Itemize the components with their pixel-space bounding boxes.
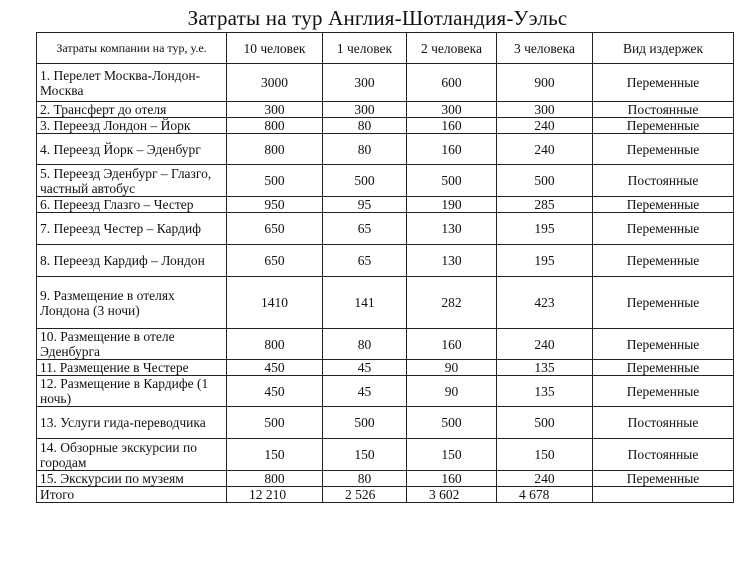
total-row xyxy=(37,487,734,503)
cell-p10: 150 xyxy=(227,439,323,471)
cell-kind: Переменные xyxy=(593,329,734,360)
cell-p10: 450 xyxy=(227,376,323,407)
cell-kind: Переменные xyxy=(593,213,734,245)
cell-p1: 500 xyxy=(323,407,407,439)
cell-kind: Переменные xyxy=(593,471,734,487)
table-row xyxy=(37,102,734,118)
total-p3: 4 678 xyxy=(497,487,593,503)
cell-p10: 800 xyxy=(227,329,323,360)
table-row xyxy=(37,471,734,487)
cell-p3: 500 xyxy=(497,165,593,197)
cell-kind: Переменные xyxy=(593,360,734,376)
cell-name: 8. Переезд Кардиф – Лондон xyxy=(37,245,227,277)
cell-p10: 950 xyxy=(227,197,323,213)
cell-p1: 45 xyxy=(323,360,407,376)
cell-p3: 285 xyxy=(497,197,593,213)
cell-kind: Переменные xyxy=(593,277,734,329)
cell-p10: 500 xyxy=(227,165,323,197)
cell-p2: 600 xyxy=(407,64,497,102)
cell-name: 15. Экскурсии по музеям xyxy=(37,471,227,487)
cell-name: 12. Размещение в Кардифе (1 ночь) xyxy=(37,376,227,407)
cell-p1: 80 xyxy=(323,471,407,487)
total-kind xyxy=(593,487,734,503)
cell-p2: 90 xyxy=(407,376,497,407)
table-row xyxy=(37,360,734,376)
cell-name: 14. Обзорные экскурсии по городам xyxy=(37,439,227,471)
cell-kind: Переменные xyxy=(593,376,734,407)
cell-name: 10. Размещение в отеле Эденбурга xyxy=(37,329,227,360)
cell-name: 4. Переезд Йорк – Эденбург xyxy=(37,134,227,165)
cell-p3: 195 xyxy=(497,245,593,277)
cell-p3: 195 xyxy=(497,213,593,245)
cell-kind: Переменные xyxy=(593,197,734,213)
cell-p2: 500 xyxy=(407,407,497,439)
cell-name: 3. Переезд Лондон – Йорк xyxy=(37,118,227,134)
header-1-person: 1 человек xyxy=(323,33,407,64)
cell-name: 7. Переезд Честер – Кардиф xyxy=(37,213,227,245)
cell-p1: 300 xyxy=(323,64,407,102)
cell-kind: Переменные xyxy=(593,134,734,165)
cell-p3: 300 xyxy=(497,102,593,118)
table-row xyxy=(37,329,734,360)
table-row xyxy=(37,134,734,165)
cell-name: 5. Переезд Эденбург – Глазго, частный автобус xyxy=(37,165,227,197)
cell-p2: 150 xyxy=(407,439,497,471)
cell-kind: Постоянные xyxy=(593,102,734,118)
cell-p3: 135 xyxy=(497,360,593,376)
total-p2: 3 602 xyxy=(407,487,497,503)
cell-p1: 80 xyxy=(323,118,407,134)
cell-p3: 240 xyxy=(497,471,593,487)
cell-p1: 141 xyxy=(323,277,407,329)
cell-p1: 150 xyxy=(323,439,407,471)
cell-p2: 160 xyxy=(407,118,497,134)
cell-p2: 130 xyxy=(407,213,497,245)
cell-p3: 240 xyxy=(497,118,593,134)
table-row xyxy=(37,118,734,134)
cell-name: 2. Трансферт до отеля xyxy=(37,102,227,118)
cell-p1: 300 xyxy=(323,102,407,118)
cell-p3: 500 xyxy=(497,407,593,439)
cell-p1: 500 xyxy=(323,165,407,197)
cell-name: 11. Размещение в Честере xyxy=(37,360,227,376)
cell-p1: 95 xyxy=(323,197,407,213)
header-name: Затраты компании на тур, у.е. xyxy=(37,33,227,64)
cell-p1: 80 xyxy=(323,329,407,360)
cell-p1: 45 xyxy=(323,376,407,407)
cell-p10: 650 xyxy=(227,245,323,277)
cell-kind: Постоянные xyxy=(593,407,734,439)
total-p1: 2 526 xyxy=(323,487,407,503)
header-cost-type: Вид издержек xyxy=(593,33,734,64)
cell-p3: 423 xyxy=(497,277,593,329)
cell-p2: 160 xyxy=(407,471,497,487)
cell-name: 9. Размещение в отелях Лондона (3 ночи) xyxy=(37,277,227,329)
header-3-people: 3 человека xyxy=(497,33,593,64)
table-row xyxy=(37,197,734,213)
header-2-people: 2 человека xyxy=(407,33,497,64)
cell-p10: 800 xyxy=(227,134,323,165)
total-name: Итого xyxy=(37,487,227,503)
cell-p2: 282 xyxy=(407,277,497,329)
cell-p3: 150 xyxy=(497,439,593,471)
cell-p1: 65 xyxy=(323,245,407,277)
cell-p10: 450 xyxy=(227,360,323,376)
table-row xyxy=(37,64,734,102)
table-row xyxy=(37,213,734,245)
cell-kind: Переменные xyxy=(593,64,734,102)
cell-kind: Переменные xyxy=(593,118,734,134)
cell-p1: 80 xyxy=(323,134,407,165)
cell-p2: 190 xyxy=(407,197,497,213)
cell-p10: 500 xyxy=(227,407,323,439)
cell-name: 13. Услуги гида-переводчика xyxy=(37,407,227,439)
table-row xyxy=(37,407,734,439)
cell-p2: 500 xyxy=(407,165,497,197)
cell-p3: 240 xyxy=(497,329,593,360)
cell-p2: 300 xyxy=(407,102,497,118)
cell-p2: 160 xyxy=(407,329,497,360)
cell-p10: 300 xyxy=(227,102,323,118)
cell-p3: 900 xyxy=(497,64,593,102)
cell-kind: Переменные xyxy=(593,245,734,277)
cell-p3: 135 xyxy=(497,376,593,407)
cell-name: 6. Переезд Глазго – Честер xyxy=(37,197,227,213)
cell-p2: 160 xyxy=(407,134,497,165)
table-row xyxy=(37,439,734,471)
table-row xyxy=(37,376,734,407)
cell-p10: 800 xyxy=(227,118,323,134)
cell-p3: 240 xyxy=(497,134,593,165)
cell-p10: 1410 xyxy=(227,277,323,329)
cell-p10: 800 xyxy=(227,471,323,487)
cell-p2: 90 xyxy=(407,360,497,376)
cost-table xyxy=(36,32,734,503)
cell-kind: Постоянные xyxy=(593,439,734,471)
cell-kind: Постоянные xyxy=(593,165,734,197)
cell-p10: 650 xyxy=(227,213,323,245)
cell-p10: 3000 xyxy=(227,64,323,102)
cell-p2: 130 xyxy=(407,245,497,277)
header-10-people: 10 человек xyxy=(227,33,323,64)
total-p10: 12 210 xyxy=(227,487,323,503)
cell-p1: 65 xyxy=(323,213,407,245)
cell-name: 1. Перелет Москва-Лондон-Москва xyxy=(37,64,227,102)
table-row xyxy=(37,165,734,197)
header-row xyxy=(37,33,734,64)
page-title: Затраты на тур Англия-Шотландия-Уэльс xyxy=(187,6,568,30)
table-row xyxy=(37,245,734,277)
table-row xyxy=(37,277,734,329)
